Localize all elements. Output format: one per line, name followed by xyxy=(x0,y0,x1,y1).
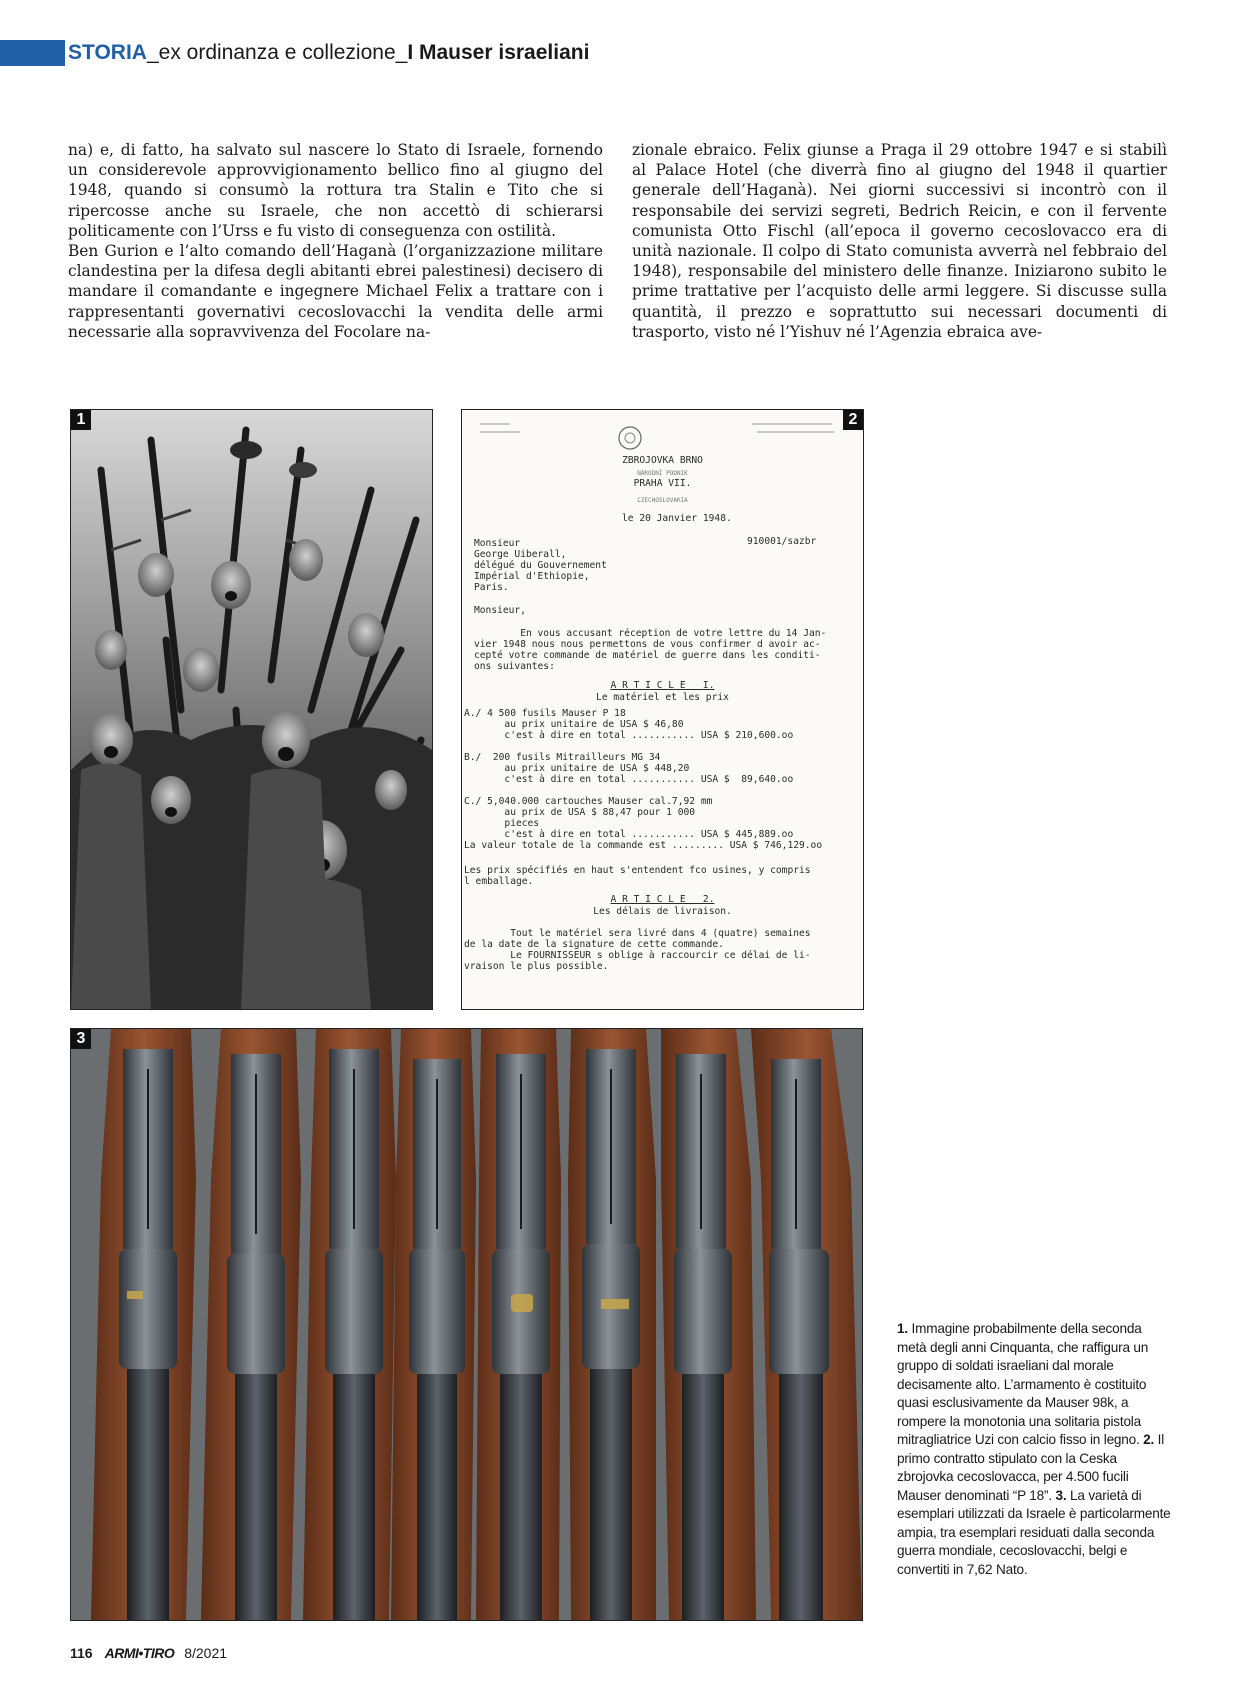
figure-number: 3 xyxy=(71,1029,91,1049)
figure-caption xyxy=(897,1320,1173,1579)
doc-prices-note: Les prix spécifiés en haut s'entendent fco usines, y compris l emballage. xyxy=(464,865,811,887)
caption-number: 1. xyxy=(897,1321,908,1336)
caption-text: Immagine probabilmente della seconda metà degli anni Cinquanta, che raffigura un gruppo di soldati israeliani dal morale decisamente alto. L’armamento è costituito quasi esclusivamente da Mauser 98k, a rompere la monotonia una solitaria pistola mitragliatrice Uzi con calcio fisso in legno. xyxy=(897,1321,1149,1447)
doc-country: CZECHOSLOVAKIA xyxy=(637,497,688,504)
header-accent-bar xyxy=(0,40,65,66)
caption-number: 2. xyxy=(1143,1432,1155,1447)
doc-city: PRAHA VII. xyxy=(633,478,692,489)
doc-reference: 910001/sazbr xyxy=(747,536,817,547)
article-paragraph: Ben Gurion e l’alto comando dell’Haganà (l’organizzazione militare clandestina per la difesa degli abitanti ebrei palestinesi) decisero di mandare il comandante e ingegnere Michael Felix a trattare con i rappresentanti governativi cecoslovacchi la vendita delle armi necessarie alla sopravvivenza del Focolare na- xyxy=(68,242,603,341)
page-footer xyxy=(70,1643,227,1663)
article-left-column xyxy=(68,140,603,342)
soldiers-photo-image xyxy=(71,410,432,1009)
running-header xyxy=(68,40,589,66)
caption-text: Il primo contratto stipulato con la Ceska zbrojovka cecoslovacca, per 4.500 fucili Mauser denominati “P 18”. xyxy=(897,1432,1165,1503)
header-section: STORIA xyxy=(68,41,147,64)
doc-items: A./ 4 500 fusils Mauser P 18 au prix unitaire de USA $ 46,80 c'est à dire en total ........... USA $ 210,600.oo B./ 200 fusils Mitrailleurs MG 34 au prix unitaire de USA $ 448,20 c'est à dire en total ........... USA $ 89,640.oo C./ 5,040.000 cartouches Mauser cal.7,92 mm au prix de USA $ 88,47 pour 1 000 pieces c'est à dire en total ........... USA $ 445,889.oo La valeur totale de la commande est ......... USA $ 746,129.oo xyxy=(464,708,823,851)
rifles-photo-image xyxy=(71,1029,862,1620)
doc-date: le 20 Janvier 1948. xyxy=(622,513,732,524)
caption-text: La varietà di esemplari utilizzati da Israele è particolarmente ampia, tra esemplari residuati dalla seconda guerra mondiale, cecoslovacchi, belgi e convertiti in 7,62 Nato. xyxy=(897,1487,1171,1577)
doc-addressee: Monsieur George Uiberall, délégué du Gouvernement Impérial d'Ethiopie, Paris. xyxy=(474,538,607,593)
header-title: I Mauser israeliani xyxy=(407,41,590,64)
page-number: 116 xyxy=(70,1645,93,1661)
doc-salutation: Monsieur, xyxy=(474,605,526,616)
header-subsection: _ex ordinanza e collezione_ xyxy=(146,41,408,64)
article-paragraph: zionale ebraico. Felix giunse a Praga il 29 ottobre 1947 e si stabilì al Palace Hotel (che diverrà fino al giugno del 1948 il quartier generale dell’Haganà). Nei giorni successivi si incontrò con il responsabile dei servizi segreti, Bedrich Reicin, e con il fervente comunista Otto Fischl (all’epoca il governo cecoslovacco era di unità nazionale. Il colpo di Stato comunista avverrà nel febbraio del 1948), responsabile del ministero delle finanze. Iniziarono subito le prime trattative per l’acquisto delle armi leggere. Si discusse sulla quantità, il prezzo e soprattutto sui necessari documenti di trasporto, visto né l’Yishuv né l’Agenzia ebraica ave- xyxy=(632,141,1167,341)
doc-intro: En vous accusant réception de votre lettre du 14 Jan- vier 1948 nous nous permettons de vous confirmer d avoir ac- cepté votre commande de matériel de guerre dans les conditi- ons suivantes: xyxy=(474,628,827,672)
figure-soldiers-photo xyxy=(70,409,433,1010)
article-paragraph: na) e, di fatto, ha salvato sul nascere lo Stato di Israele, fornendo un considerevole approvvigionamento bellico fino al giugno del 1948, quando si consumò la rottura tra Stalin e Tito che si ripercosse anche su Israele, che non accettò di schierarsi politicamente con l’Urss e fu visto di conseguenza con ostilità. xyxy=(68,141,603,240)
doc-company-sub: NÁRODNÍ PODNIK xyxy=(637,470,688,477)
figure-rifles-photo xyxy=(70,1028,863,1621)
doc-article1-sub: Le matériel et les prix xyxy=(596,692,729,703)
doc-article2-sub: Les délais de livraison. xyxy=(593,906,732,917)
caption-number: 3. xyxy=(1055,1487,1067,1503)
doc-article1-title: A R T I C L E I. xyxy=(610,680,715,691)
figure-number: 2 xyxy=(843,410,863,430)
issue-number: 8/2021 xyxy=(184,1645,228,1661)
article-right-column xyxy=(632,140,1167,342)
doc-company: ZBROJOVKA BRNO xyxy=(622,455,703,466)
doc-article2-title: A R T I C L E 2. xyxy=(610,894,715,905)
figure-number: 1 xyxy=(71,410,91,430)
doc-delivery: Tout le matériel sera livré dans 4 (quatre) semaines de la date de la signature de cette commande. Le FOURNISSEUR s oblige à raccourcir ce délai de li- vraison le plus possible. xyxy=(464,928,811,972)
figure-contract-document xyxy=(461,409,864,1010)
magazine-logo: ARMI•TIRO xyxy=(104,1645,175,1661)
